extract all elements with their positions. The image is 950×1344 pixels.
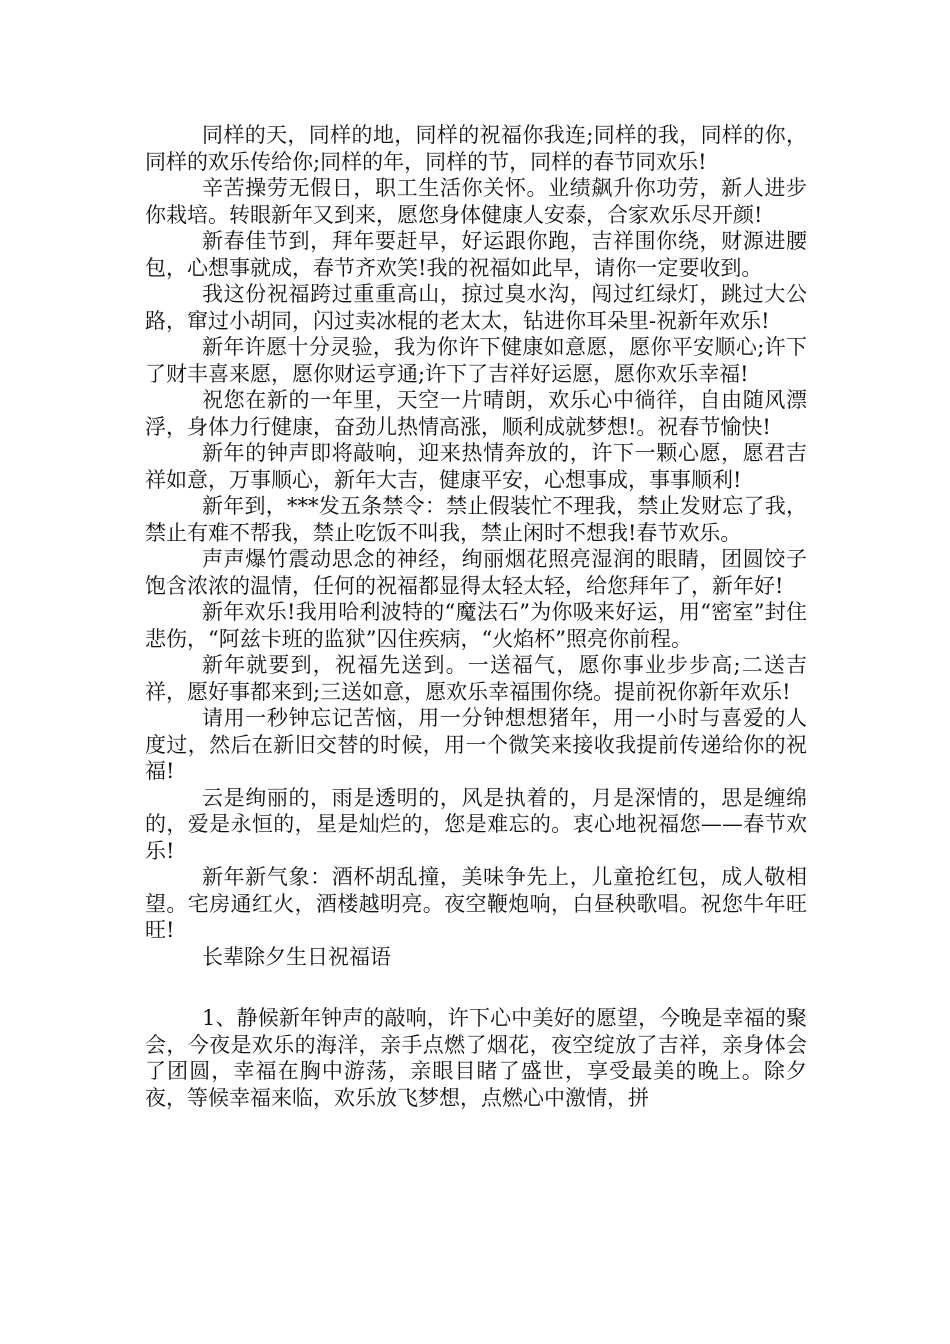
- paragraph: 云是绚丽的，雨是透明的，风是执着的，月是深情的，思是缠绵的，爱是永恒的，星是灿烂的，您是难忘的。衷心地祝福您——春节欢乐!: [145, 785, 807, 863]
- paragraph: 请用一秒钟忘记苦恼，用一分钟想想猪年，用一小时与喜爱的人度过，然后在新旧交替的时候，用一个微笑来接收我提前传递给你的祝福!: [145, 706, 807, 783]
- paragraph: 新年新气象：酒杯胡乱撞，美味争先上，儿童抢红包，成人敬相望。宅房通红火，酒楼越明亮。夜空鞭炮响，白昼秧歌唱。祝您牛年旺旺!: [145, 865, 807, 942]
- paragraph: 新春佳节到，拜年要赶早，好运跟你跑，吉祥围你绕，财源进腰包，心想事就成，春节齐欢笑!我的祝福如此早，请你一定要收到。: [145, 229, 807, 280]
- paragraph: 新年就要到，祝福先送到。一送福气，愿你事业步步高;二送吉祥，愿好事都来到;三送如意，愿欢乐幸福围你绕。提前祝你新年欢乐!: [145, 653, 807, 704]
- paragraph: 我这份祝福跨过重重高山，掠过臭水沟，闯过红绿灯，跳过大公路，窜过小胡同，闪过卖冰棍的老太太，钻进你耳朵里-祝新年欢乐!: [145, 282, 807, 333]
- paragraph: 辛苦操劳无假日，职工生活你关怀。业绩飙升你功劳，新人进步你栽培。转眼新年又到来，愿您身体健康人安泰，合家欢乐尽开颜!: [145, 176, 807, 227]
- section-title: 长辈除夕生日祝福语: [202, 944, 391, 969]
- paragraph: 祝您在新的一年里，天空一片晴朗，欢乐心中徜徉，自由随风漂浮，身体力行健康，奋劲儿热情高涨，顺利成就梦想!。祝春节愉快!: [145, 388, 807, 439]
- paragraph: 新年许愿十分灵验，我为你许下健康如意愿，愿你平安顺心;许下了财丰喜来愿，愿你财运亨通;许下了吉祥好运愿，愿你欢乐幸福!: [145, 335, 807, 386]
- paragraph: 同样的天，同样的地，同样的祝福你我连;同样的我，同样的你，同样的欢乐传给你;同样的年，同样的节，同样的春节同欢乐!: [145, 123, 807, 174]
- paragraph: 新年到，***发五条禁令：禁止假装忙不理我，禁止发财忘了我，禁止有难不帮我，禁止吃饭不叫我，禁止闲时不想我!春节欢乐。: [145, 494, 807, 545]
- section-spacer: [145, 970, 807, 1005]
- document-page: [145, 122, 807, 1111]
- paragraph: 新年欢乐!我用哈利波特的“魔法石”为你吸来好运，用“密室”封住悲伤，“阿兹卡班的监狱”囚住疾病，“火焰杯”照亮你前程。: [145, 600, 807, 651]
- paragraph: 声声爆竹震动思念的神经，绚丽烟花照亮湿润的眼睛，团圆饺子饱含浓浓的温情，任何的祝福都显得太轻太轻，给您拜年了，新年好!: [145, 547, 807, 598]
- paragraph: 新年的钟声即将敲响，迎来热情奔放的，许下一颗心愿，愿君吉祥如意，万事顺心，新年大吉，健康平安，心想事成，事事顺利!: [145, 441, 807, 492]
- section-paragraph: 1、静候新年钟声的敲响，许下心中美好的愿望，今晚是幸福的聚会，今夜是欢乐的海洋，亲手点燃了烟花，夜空绽放了吉祥，亲身体会了团圆，幸福在胸中游荡，亲眼目睹了盛世，享受最美的晚上。除夕夜，等候幸福来临，欢乐放飞梦想，点燃心中激情，拼: [145, 1006, 807, 1110]
